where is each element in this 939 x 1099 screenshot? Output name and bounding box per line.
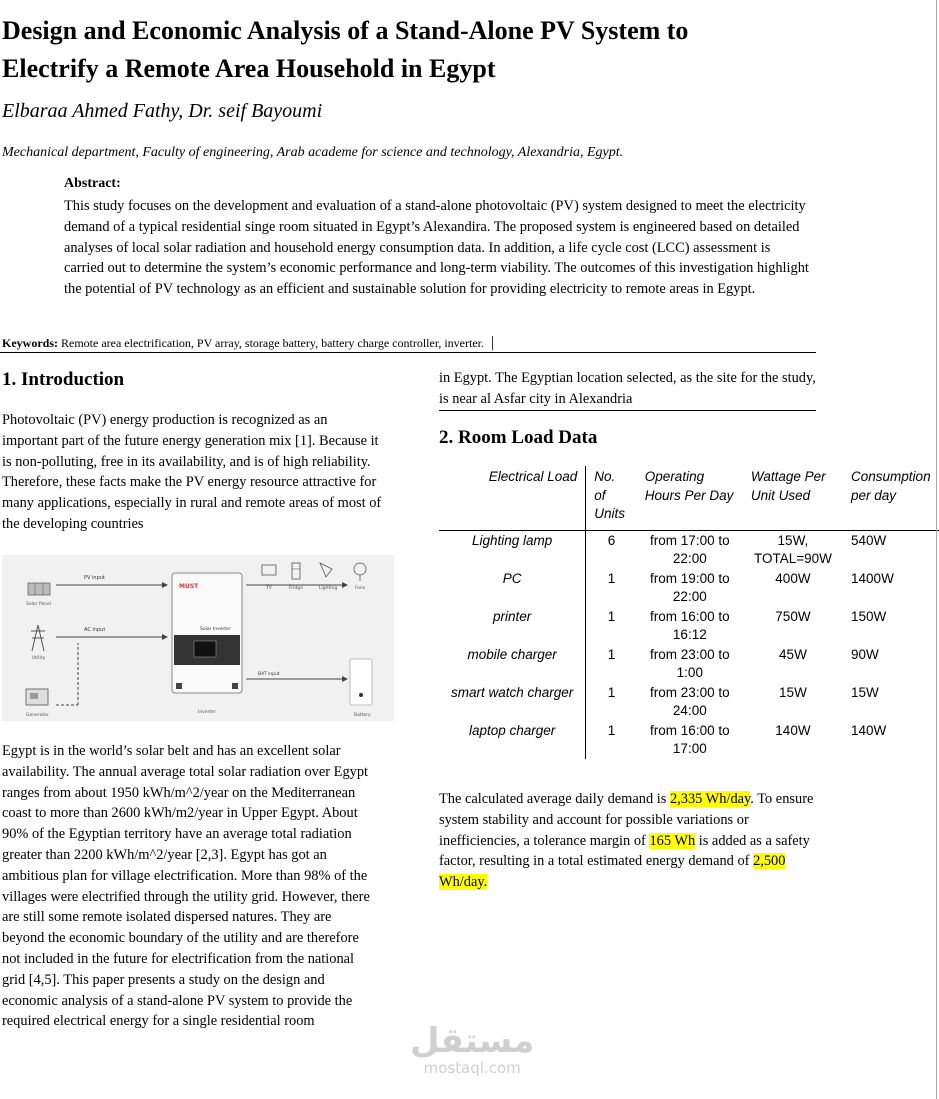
generator-label: Generator bbox=[26, 713, 49, 718]
authors: Elbaraa Ahmed Fathy, Dr. seif Bayoumi bbox=[2, 100, 323, 122]
demand-text-2: . To ensure system stability and account for possible variations or inefficiencies, a tolerance margin of bbox=[439, 791, 814, 849]
table-cell: 45W bbox=[779, 646, 807, 662]
ac-input-label: AC input bbox=[84, 627, 106, 633]
table-row bbox=[439, 683, 939, 721]
generator-icon bbox=[26, 689, 48, 705]
affiliation: Mechanical department, Faculty of engineering, Arab academe for science and technology, Alexandria, Egypt. bbox=[2, 145, 624, 160]
table-cell: 1 bbox=[607, 608, 616, 624]
fridge-label: Fridge bbox=[289, 586, 303, 591]
header-wattage: Wattage Per Unit Used bbox=[743, 466, 843, 530]
table-cell: 6 bbox=[607, 532, 616, 548]
lighting-icon bbox=[320, 563, 332, 577]
table-cell: 1 bbox=[607, 722, 616, 738]
table-cell: 15W bbox=[851, 684, 879, 700]
table-cell: 750W bbox=[775, 608, 811, 624]
inverter-brand: MUST bbox=[179, 583, 199, 590]
table-row bbox=[439, 721, 939, 759]
header-consumption: Consumption per day bbox=[843, 466, 939, 530]
battery-icon bbox=[350, 659, 372, 705]
page-edge bbox=[936, 0, 937, 1099]
battery-label: Battery bbox=[354, 713, 371, 718]
table-cell: 1400W bbox=[851, 570, 894, 586]
table-cell: 1 bbox=[607, 646, 616, 662]
table-cell: 90W bbox=[851, 646, 879, 662]
header-operating-hours: Operating Hours Per Day bbox=[637, 466, 743, 530]
solar-inverter-label: Solar Inverter bbox=[200, 627, 231, 632]
keywords-text: Remote area electrification, PV array, storage battery, battery charge controller, inverter. bbox=[61, 336, 484, 350]
tv-label: TV bbox=[266, 586, 272, 591]
table-cell: smart watch charger bbox=[439, 683, 586, 721]
right-column-divider bbox=[439, 410, 816, 411]
bat-input-label: BAT input bbox=[258, 672, 280, 677]
table-row bbox=[439, 569, 939, 607]
table-cell: laptop charger bbox=[439, 721, 586, 759]
paper-title bbox=[2, 12, 902, 88]
keywords: Keywords: Remote area electrification, PV array, storage battery, battery charge controller, inverter. | bbox=[2, 334, 495, 351]
abstract-label: Abstract: bbox=[64, 176, 121, 191]
solar-panel-icon bbox=[28, 583, 50, 595]
watermark bbox=[410, 1022, 534, 1076]
keywords-label: Keywords: bbox=[2, 336, 58, 350]
demand-text-1: The calculated average daily demand is bbox=[439, 791, 670, 807]
tv-icon bbox=[262, 565, 276, 575]
table-cell: Lighting lamp bbox=[439, 530, 586, 569]
utility-label: Utility bbox=[32, 656, 46, 661]
section-1-heading: 1. Introduction bbox=[2, 369, 125, 390]
watermark-arabic: مستقل bbox=[410, 1021, 535, 1061]
fan-icon bbox=[354, 563, 366, 581]
table-cell: 15W, TOTAL=90W bbox=[753, 532, 832, 566]
intro-paragraph-2: Egypt is in the world’s solar belt and has an excellent solar availability. The annual average total solar radiation over Egypt ranges from about 1950 kWh/m^2/year on the Mediterranean coast to more than 2600 kWh/m2/year in Upper Egypt. About 90% of the Egyptian territory have an average total radiation greater than 2200 kWh/m^2/year [2,3]. Egypt has got an ambitious plan for village electrification. More than 98% of the villages were electrified through the utility grid. However, there are still some remote isolated dispersed natures. They are beyond the economic boundary of the utility and are therefore not included in the future for electrification from the national grid [4,5]. This paper presents a study on the design and economic analysis of a stand-alone PV system to provide the required electrical energy for a single residential room bbox=[2, 743, 370, 1030]
table-cell: PC bbox=[439, 569, 586, 607]
header-electrical-load: Electrical Load bbox=[439, 466, 586, 530]
total-demand-value: 2,500 Wh/day. bbox=[439, 853, 786, 891]
lighting-label: Lighting bbox=[319, 586, 338, 591]
right-column-text: in Egypt. The Egyptian location selected, as the site for the study, is near al Asfar city in Alexandria bbox=[439, 370, 816, 407]
table-cell: 15W bbox=[779, 684, 807, 700]
section-2-heading: 2. Room Load Data bbox=[439, 427, 598, 448]
utility-tower-icon bbox=[31, 625, 45, 651]
table-cell: 140W bbox=[775, 722, 811, 738]
inverter-label: Inverter bbox=[198, 710, 216, 715]
watermark-url: mostaql.com bbox=[423, 1059, 521, 1077]
demand-paragraph bbox=[439, 789, 819, 893]
table-cell: mobile charger bbox=[439, 645, 586, 683]
demand-text-3: is added as a safety factor, resulting in a total estimated energy demand of bbox=[439, 832, 810, 870]
solar-panel-label: Solar Panel bbox=[26, 602, 52, 607]
table-cell: 540W bbox=[851, 532, 887, 548]
table-cell: 150W bbox=[851, 608, 887, 624]
table-cell: printer bbox=[439, 607, 586, 645]
table-cell: from 16:00 to 17:00 bbox=[650, 722, 730, 756]
table-cell: from 23:00 to 24:00 bbox=[650, 684, 730, 718]
table-row bbox=[439, 645, 939, 683]
fans-label: Fans bbox=[355, 586, 366, 591]
title-line-1: Design and Economic Analysis of a Stand-Alone PV System to bbox=[2, 16, 689, 45]
pv-system-diagram bbox=[2, 555, 394, 721]
table-cell: from 23:00 to 1:00 bbox=[650, 646, 730, 680]
pv-input-label: PV input bbox=[84, 575, 105, 581]
table-cell: 1 bbox=[607, 684, 616, 700]
table-cell: from 19:00 to 22:00 bbox=[650, 570, 730, 604]
header-no-of-units: No. of Units bbox=[586, 466, 637, 530]
inverter-icon bbox=[172, 573, 242, 693]
table-row bbox=[439, 607, 939, 645]
table-cell: 400W bbox=[775, 570, 811, 586]
daily-demand-value: 2,335 Wh/day bbox=[669, 791, 751, 807]
tolerance-margin-value: 165 Wh bbox=[649, 832, 696, 849]
table-cell: from 16:00 to 16:12 bbox=[650, 608, 730, 642]
table-row bbox=[439, 530, 939, 569]
intro-paragraph-1: Photovoltaic (PV) energy production is recognized as an important part of the future energy generation mix [1]. Because it is non-polluting, free in its availability, and is of high reliability. Therefore, these facts make the PV energy resource attractive for many applications, especially in rural and remote areas of most of the developing countries bbox=[2, 412, 382, 532]
table-cell: 1 bbox=[607, 570, 616, 586]
table-cell: from 17:00 to 22:00 bbox=[650, 532, 730, 566]
abstract-text: This study focuses on the development and evaluation of a stand-alone photovoltaic (PV) system designed to meet the electricity demand of a typical residential singe room situated in Egypt’s Alexandira. The proposed system is engineered based on detailed analyses of local solar radiation and household energy consumption data. In addition, a life cycle cost (LCC) assessment is carried out to determine the system’s economic performance and long-term viability. The outcomes of this investigation highlight the potential of PV technology as an efficient and sustainable solution for providing electricity to remote areas in Egypt. bbox=[64, 198, 809, 298]
room-load-table bbox=[439, 466, 939, 759]
keywords-divider bbox=[0, 352, 816, 353]
fridge-icon bbox=[292, 563, 300, 579]
title-line-2: Electrify a Remote Area Household in Egypt bbox=[2, 54, 496, 83]
table-cell: 140W bbox=[851, 722, 887, 738]
